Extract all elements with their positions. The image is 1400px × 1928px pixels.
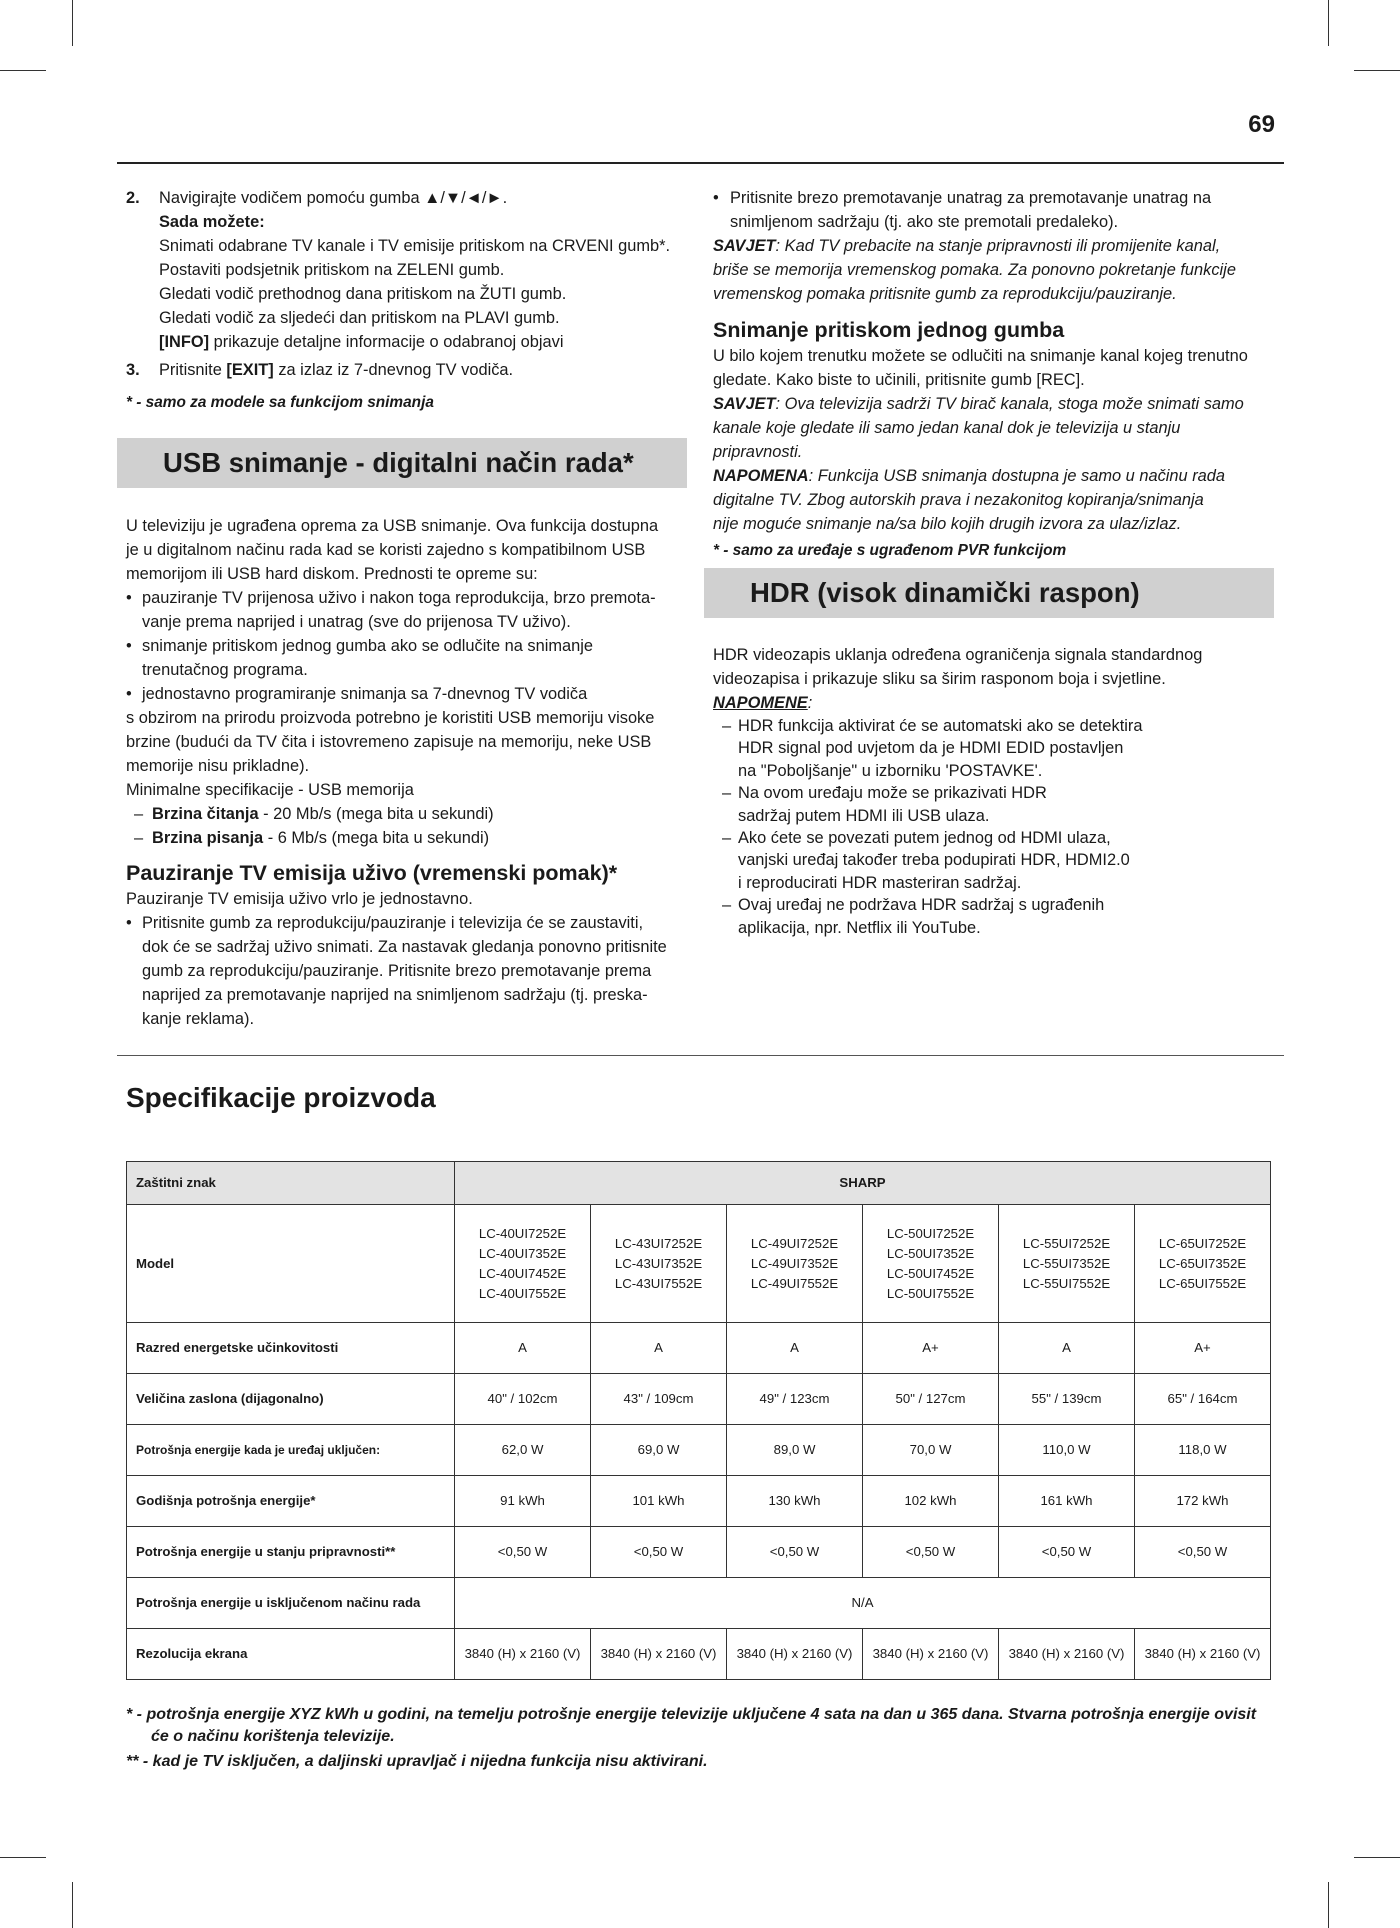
- table-row: [127, 1374, 1271, 1425]
- table-row-model: [127, 1205, 1271, 1323]
- savjet-1: [713, 234, 1273, 258]
- timeshift-bullet: [126, 911, 686, 1031]
- table-cell: <0,50 W: [455, 1527, 591, 1578]
- model-cell: [1135, 1205, 1271, 1323]
- right-column: [713, 186, 1273, 563]
- usb-intro: je u digitalnom načinu rada kad se koristi zajedno s kompatibilnom USB: [126, 541, 646, 559]
- usb-bullet-line: • pauziranje TV prijenosa uživo i nakon toga reprodukcija, brzo premota-: [142, 589, 656, 607]
- onetouch-heading: Snimanje pritiskom jednog gumba: [713, 318, 1065, 342]
- rewind-bullet: [713, 186, 1273, 234]
- table-cell: A: [455, 1323, 591, 1374]
- table-cell: 70,0 W: [863, 1425, 999, 1476]
- info-text: prikazuje detaljne informacije o odabranoj objavi: [209, 333, 564, 351]
- step-2-line: Gledati vodič za sljedeći dan pritiskom na PLAVI gumb.: [159, 309, 560, 327]
- table-cell: 110,0 W: [999, 1425, 1135, 1476]
- hdr-note-line: – Ako ćete se povezati putem jednog od HDMI ulaza,: [738, 829, 1111, 848]
- table-cell: 65" / 164cm: [1135, 1374, 1271, 1425]
- model-cell: [591, 1205, 727, 1323]
- model-cell: [727, 1205, 863, 1323]
- hdr-intro: HDR videozapis uklanja određena ograničenja signala standardnog: [713, 646, 1203, 664]
- table-cell: 101 kWh: [591, 1476, 727, 1527]
- model-name: LC-50UI7552E: [886, 1285, 975, 1301]
- step-number: 2.: [126, 189, 140, 207]
- row-label: Potrošnja energije u stanju pripravnosti**: [127, 1527, 455, 1578]
- model-name: LC-43UI7252E: [614, 1235, 703, 1251]
- usb-after: memorije nisu prikladne).: [126, 757, 310, 775]
- step-number: 3.: [126, 361, 140, 379]
- model-name: LC-49UI7552E: [750, 1275, 839, 1291]
- spec-table: [126, 1161, 1271, 1680]
- napomene-label: NAPOMENE: [713, 694, 808, 712]
- specs-heading: Specifikacije proizvoda: [126, 1082, 436, 1113]
- crop-mark: [1328, 1882, 1329, 1928]
- table-row: [127, 1527, 1271, 1578]
- footnote-line: * - potrošnja energije XYZ kWh u godini, na temelju potrošnje energije televizije uključene 4 sata na dan u 365 dana. Stvarna potrošnja energije ovisit: [126, 1706, 1257, 1723]
- model-name: LC-55UI7552E: [1022, 1275, 1111, 1291]
- table-cell: <0,50 W: [999, 1527, 1135, 1578]
- table-cell: 3840 (H) x 2160 (V): [999, 1629, 1135, 1680]
- savjet-1-line: vremenskog pomaka pritisnite gumb za reprodukciju/pauziranje.: [713, 285, 1177, 303]
- footnote-1: [126, 1704, 1276, 1748]
- footnote-2: ** - kad je TV isključen, a daljinski upravljač i nijedna funkcija nisu aktivirani.: [126, 1753, 708, 1770]
- model-name: LC-40UI7352E: [478, 1245, 567, 1261]
- table-cell: 69,0 W: [591, 1425, 727, 1476]
- table-row: [127, 1323, 1271, 1374]
- model-cell: [863, 1205, 999, 1323]
- table-cell: A: [591, 1323, 727, 1374]
- napomena-line: : Funkcija USB snimanja dostupna je samo u načinu rada: [808, 467, 1225, 485]
- exit-key: [EXIT]: [226, 361, 274, 379]
- model-name: LC-65UI7552E: [1158, 1275, 1247, 1291]
- row-label: Veličina zaslona (dijagonalno): [127, 1374, 455, 1425]
- top-rule: [117, 162, 1284, 164]
- row-label: Potrošnja energije kada je uređaj uključen:: [127, 1425, 455, 1476]
- crop-mark: [1328, 0, 1329, 46]
- table-cell: <0,50 W: [1135, 1527, 1271, 1578]
- timeshift-intro: Pauziranje TV emisija uživo vrlo je jednostavno.: [126, 890, 473, 908]
- model-name: LC-55UI7252E: [1022, 1235, 1111, 1251]
- table-row: [127, 1476, 1271, 1527]
- table-cell: 102 kWh: [863, 1476, 999, 1527]
- table-cell: 161 kWh: [999, 1476, 1135, 1527]
- usb-after: Minimalne specifikacije - USB memorija: [126, 781, 414, 799]
- table-cell: N/A: [455, 1578, 1271, 1629]
- step-3-line: [159, 358, 686, 382]
- table-cell: A: [727, 1323, 863, 1374]
- model-name: LC-40UI7252E: [478, 1225, 567, 1241]
- table-cell: A+: [863, 1323, 999, 1374]
- usb-bullet-line: vanje prema naprijed i unatrag (sve do prijenosa TV uživo).: [142, 613, 571, 631]
- usb-bullet: [126, 634, 686, 682]
- step-2: [126, 186, 686, 354]
- table-cell: 89,0 W: [727, 1425, 863, 1476]
- table-cell: 50" / 127cm: [863, 1374, 999, 1425]
- model-name: LC-65UI7352E: [1158, 1255, 1247, 1271]
- savjet-line: : Ova televizija sadrži TV birač kanala, stoga može snimati samo: [775, 395, 1244, 413]
- row-label: Razred energetske učinkovitosti: [127, 1323, 455, 1374]
- model-name: LC-40UI7552E: [478, 1285, 567, 1301]
- usb-section-heading: USB snimanje - digitalni način rada*: [117, 438, 687, 488]
- hdr-note: [713, 782, 1273, 827]
- table-cell: 91 kWh: [455, 1476, 591, 1527]
- table-cell: A+: [1135, 1323, 1271, 1374]
- model-name: LC-50UI7352E: [886, 1245, 975, 1261]
- table-cell: 130 kWh: [727, 1476, 863, 1527]
- napomene-colon: :: [807, 694, 813, 712]
- model-name: LC-43UI7552E: [614, 1275, 703, 1291]
- model-cell: [455, 1205, 591, 1323]
- napomene: [713, 691, 1273, 715]
- usb-section-body: [126, 514, 686, 1031]
- hdr-note: [713, 827, 1273, 894]
- model-name: LC-65UI7252E: [1158, 1235, 1247, 1251]
- savjet-1-line: briše se memorija vremenskog pomaka. Za ponovno pokretanje funkcije: [713, 261, 1236, 279]
- savjet-label: SAVJET: [713, 395, 776, 413]
- table-row: [127, 1425, 1271, 1476]
- hdr-section-body: [713, 643, 1273, 939]
- info-key: [INFO]: [159, 333, 210, 351]
- step-3: [126, 358, 686, 382]
- crop-mark: [72, 1882, 73, 1928]
- crop-mark: [1354, 70, 1400, 71]
- table-cell: 3840 (H) x 2160 (V): [591, 1629, 727, 1680]
- page-number: 69: [1248, 111, 1275, 138]
- napomena-line: digitalne TV. Zbog autorskih prava i nezakonitog kopiranja/snimanja: [713, 491, 1204, 509]
- model-label: Model: [127, 1205, 455, 1323]
- step-2-line: Navigirajte vodičem pomoću gumba ▲/▼/◄/►.: [159, 189, 508, 207]
- step-2-info: [159, 330, 686, 354]
- table-cell: <0,50 W: [727, 1527, 863, 1578]
- usb-bullet: [126, 682, 686, 706]
- crop-mark: [0, 1857, 46, 1858]
- table-cell: 43" / 109cm: [591, 1374, 727, 1425]
- step-3-post: za izlaz iz 7-dnevnog TV vodiča.: [273, 361, 514, 379]
- brand-label: Zaštitni znak: [127, 1162, 455, 1205]
- hdr-section-heading: HDR (visok dinamički raspon): [704, 568, 1274, 618]
- table-cell: 3840 (H) x 2160 (V): [863, 1629, 999, 1680]
- hdr-note-line: aplikacija, npr. Netflix ili YouTube.: [738, 918, 981, 937]
- model-name: LC-50UI7252E: [886, 1225, 975, 1241]
- savjet-2: [713, 392, 1273, 416]
- middle-rule: [117, 1055, 1284, 1056]
- table-cell: 3840 (H) x 2160 (V): [727, 1629, 863, 1680]
- savjet-line: : Kad TV prebacite na stanje pripravnosti ili promijenite kanal,: [775, 237, 1221, 255]
- hdr-note-line: – HDR funkcija aktivirat će se automatski ako se detektira: [738, 717, 1143, 735]
- timeshift-line: gumb za reprodukciju/pauziranje. Pritisnite brezo premotavanje prema: [142, 962, 652, 980]
- hdr-note-line: – Na ovom uređaju može se prikazivati HDR: [738, 784, 1047, 803]
- model-name: LC-50UI7452E: [886, 1265, 975, 1281]
- table-cell: A: [999, 1323, 1135, 1374]
- hdr-note-line: na "Poboljšanje" u izborniku 'POSTAVKE'.: [738, 761, 1043, 780]
- rewind-line: • Pritisnite brezo premotavanje unatrag za premotavanje unatrag na: [730, 189, 1212, 207]
- footnote-line: će o načinu korištenja televizije.: [151, 1728, 395, 1745]
- table-cell: 55" / 139cm: [999, 1374, 1135, 1425]
- usb-bullet: [126, 586, 686, 634]
- hdr-note: [713, 894, 1273, 939]
- speed-label: Brzina čitanja: [152, 805, 259, 823]
- model-name: LC-49UI7252E: [750, 1235, 839, 1251]
- crop-mark: [0, 70, 46, 71]
- timeshift-line: kanje reklama).: [142, 1010, 255, 1028]
- hdr-intro: videozapisa i prikazuje sliku sa širim rasponom boja i svjetline.: [713, 670, 1166, 688]
- usb-speed-write: [126, 826, 686, 850]
- model-name: LC-40UI7452E: [478, 1265, 567, 1281]
- crop-mark: [72, 0, 73, 46]
- row-label: Rezolucija ekrana: [127, 1629, 455, 1680]
- hdr-note-line: – Ovaj uređaj ne podržava HDR sadržaj s ugrađenih: [738, 896, 1105, 915]
- napomena: [713, 464, 1273, 488]
- step-2-sada: Sada možete:: [159, 213, 265, 231]
- table-cell: 172 kWh: [1135, 1476, 1271, 1527]
- row-label: Potrošnja energije u isključenom načinu rada: [127, 1578, 455, 1629]
- table-cell: 62,0 W: [455, 1425, 591, 1476]
- table-cell: <0,50 W: [591, 1527, 727, 1578]
- step-2-line: Snimati odabrane TV kanale i TV emisije pritiskom na CRVENI gumb*.: [159, 237, 671, 255]
- table-cell: <0,50 W: [863, 1527, 999, 1578]
- hdr-note-line: sadržaj putem HDMI ili USB ulaza.: [738, 806, 990, 825]
- speed-value: - 20 Mb/s (mega bita u sekundi): [258, 805, 494, 823]
- usb-speed-read: [126, 802, 686, 826]
- usb-bullet-line: • snimanje pritiskom jednog gumba ako se odlučite na snimanje: [142, 637, 593, 655]
- onetouch-line: gledate. Kako biste to učinili, pritisnite gumb [REC].: [713, 371, 1085, 389]
- hdr-note-line: HDR signal pod uvjetom da je HDMI EDID postavljen: [738, 739, 1124, 758]
- step-2-line: Gledati vodič prethodnog dana pritiskom na ŽUTI gumb.: [159, 285, 567, 303]
- usb-bullet-line: trenutačnog programa.: [142, 661, 308, 679]
- brand-value: SHARP: [455, 1162, 1271, 1205]
- hdr-note-line: vanjski uređaj također treba podupirati HDR, HDMI2.0: [738, 851, 1130, 870]
- hdr-note-line: i reproducirati HDR masteriran sadržaj.: [738, 873, 1022, 892]
- footnote-pvr-device: * - samo za uređaje s ugrađenom PVR funkcijom: [713, 542, 1067, 559]
- usb-intro: memorijom ili USB hard diskom. Prednosti te opreme su:: [126, 565, 538, 583]
- napomena-line: nije moguće snimanje na/sa bilo kojih drugih izvora za ulaz/izlaz.: [713, 515, 1182, 533]
- usb-bullet-line: • jednostavno programiranje snimanja sa 7-dnevnog TV vodiča: [142, 685, 588, 703]
- onetouch-line: U bilo kojem trenutku možete se odlučiti na snimanje kanal kojeg trenutno: [713, 347, 1248, 365]
- crop-mark: [1354, 1857, 1400, 1858]
- rewind-line: snimljenom sadržaju (tj. ako ste premotali predaleko).: [730, 213, 1119, 231]
- timeshift-heading: Pauziranje TV emisija uživo (vremenski pomak)*: [126, 861, 618, 885]
- model-name: LC-43UI7352E: [614, 1255, 703, 1271]
- table-row-brand: [127, 1162, 1271, 1205]
- usb-after: s obzirom na prirodu proizvoda potrebno je koristiti USB memoriju visoke: [126, 709, 655, 727]
- savjet-label: SAVJET: [713, 237, 776, 255]
- table-cell: 3840 (H) x 2160 (V): [1135, 1629, 1271, 1680]
- table-cell: 49" / 123cm: [727, 1374, 863, 1425]
- table-cell: 3840 (H) x 2160 (V): [455, 1629, 591, 1680]
- footnote-pvr-model: * - samo za modele sa funkcijom snimanja: [126, 394, 434, 411]
- footnotes: [126, 1704, 1276, 1773]
- model-name: LC-55UI7352E: [1022, 1255, 1111, 1271]
- timeshift-line: dok će se sadržaj uživo snimati. Za nastavak gledanja ponovno pritisnite: [142, 938, 667, 956]
- speed-value: - 6 Mb/s (mega bita u sekundi): [263, 829, 490, 847]
- model-name: LC-49UI7352E: [750, 1255, 839, 1271]
- speed-label: Brzina pisanja: [152, 829, 264, 847]
- row-label: Godišnja potrošnja energije*: [127, 1476, 455, 1527]
- left-column: [126, 186, 686, 415]
- table-row-resolution: [127, 1629, 1271, 1680]
- table-cell: 40" / 102cm: [455, 1374, 591, 1425]
- timeshift-line: naprijed za premotavanje naprijed na snimljenom sadržaju (tj. preska-: [142, 986, 648, 1004]
- hdr-note: [713, 715, 1273, 782]
- timeshift-line: • Pritisnite gumb za reprodukciju/pauziranje i televizija će se zaustaviti,: [142, 914, 644, 932]
- table-row-off: [127, 1578, 1271, 1629]
- table-cell: 118,0 W: [1135, 1425, 1271, 1476]
- usb-intro: U televiziju je ugrađena oprema za USB snimanje. Ova funkcija dostupna: [126, 517, 659, 535]
- model-cell: [999, 1205, 1135, 1323]
- napomena-label: NAPOMENA: [713, 467, 809, 485]
- step-2-line: Postaviti podsjetnik pritiskom na ZELENI gumb.: [159, 261, 505, 279]
- savjet-2-line: kanale koje gledate ili samo jedan kanal dok je televizija u stanju pripravnosti.: [713, 419, 1181, 461]
- step-3-pre: Pritisnite: [159, 361, 227, 379]
- usb-after: brzine (budući da TV čita i istovremeno zapisuje na memoriju, neke USB: [126, 733, 652, 751]
